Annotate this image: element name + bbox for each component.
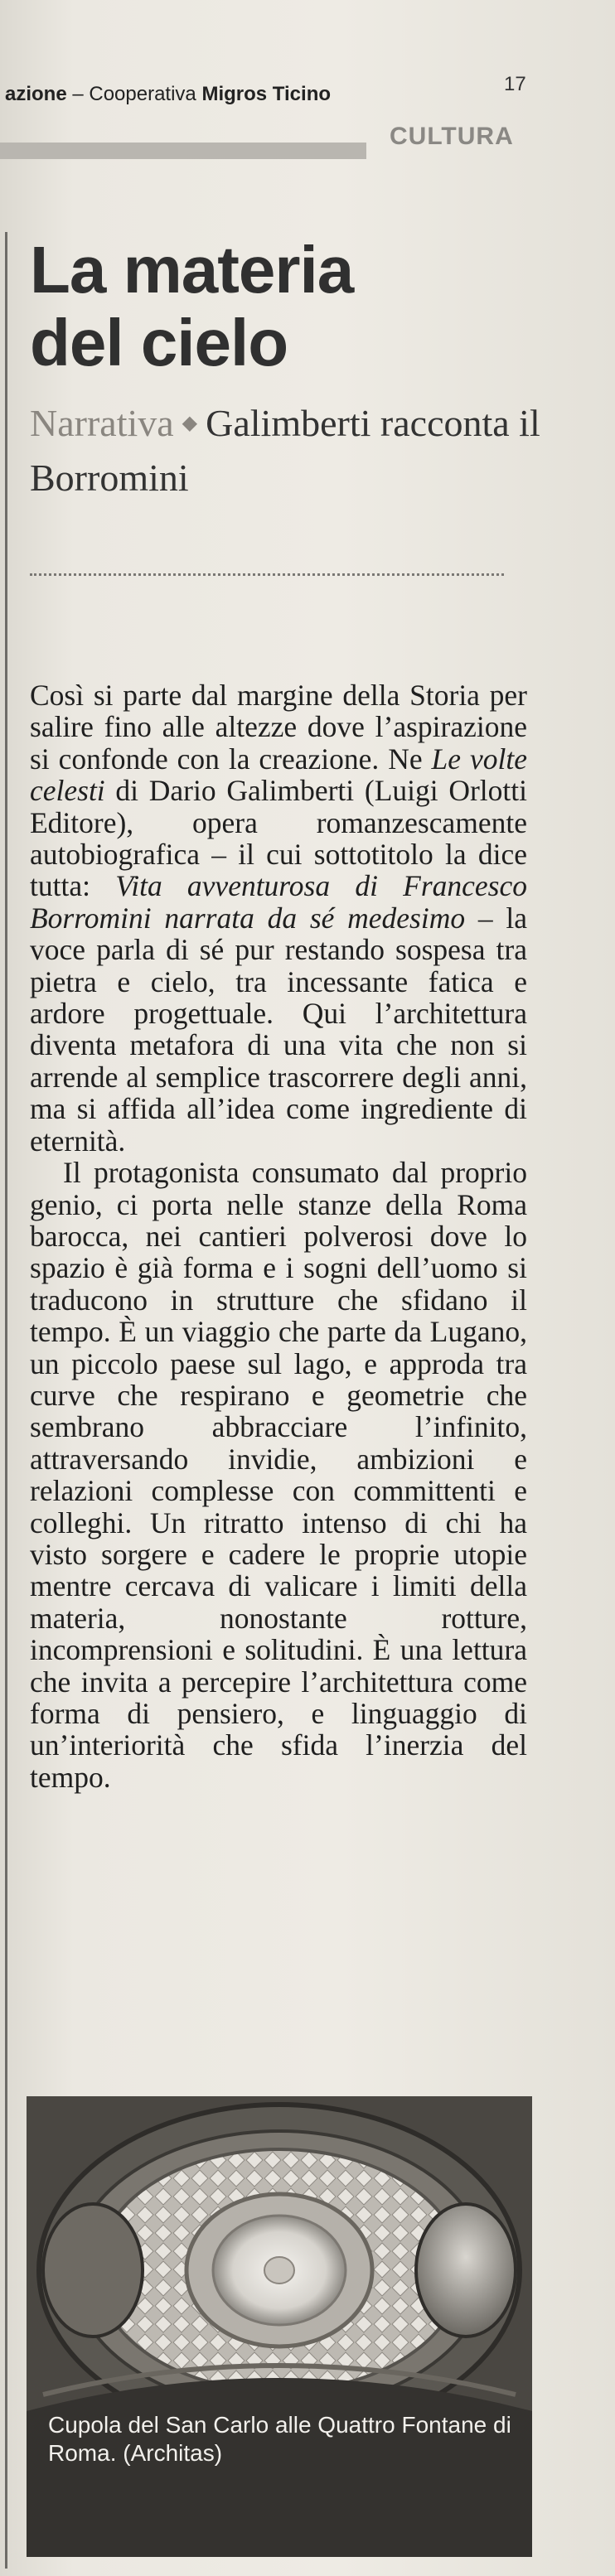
- running-head-separator: – Cooperativa: [66, 83, 202, 105]
- dotted-divider: [30, 573, 504, 576]
- paragraph-2: Il protagonista consumato dal proprio genio, ci porta nelle stanze della Roma barocca, nei cantieri polverosi dove lo spazio è già forma e i sogni dell’uomo si traducono in strutture che sfidano il tempo. È un viaggio che parte da Lugano, un piccolo paese sul lago, e approda tra curve che respirano e geometrie che sembrano abbracciare l’infinito, attraversando invidie, ambizioni e relazioni complesse con committenti e colleghi. Un ritratto intenso di chi ha visto sorgere e cadere le proprie utopie mentre cercava di valicare i limiti della materia, nonostante rotture, incomprensioni e solitudini. È una lettura che invita a percepire l’architettura come forma di pensiero, e linguaggio di un’interiorità che sfida l’inerzia del tempo.: [30, 1156, 527, 1794]
- subtitle-text: Galimberti racconta il Borromini: [30, 402, 540, 499]
- dome-illustration: [27, 2096, 532, 2557]
- paragraph-1: [30, 679, 527, 1157]
- p1-text-a: Così si parte dal margine della Storia per salire fino alle altezze dove l’aspirazione si confonde con la creazione. Ne: [30, 679, 527, 776]
- page-number: 17: [504, 73, 526, 95]
- p1-text-b: di Dario Galimberti (Luigi Orlotti Editore), opera romanzescamente autobiografica – il cui sottotitolo la dice tutta:: [30, 774, 527, 903]
- running-head-brand: Migros Ticino: [201, 83, 332, 105]
- photo-caption: Cupola del San Carlo alle Quattro Fontane di Roma. (Architas): [48, 2412, 511, 2466]
- title-line-1: La materia: [30, 233, 354, 307]
- section-label: CULTURA: [390, 123, 514, 150]
- column-rule: [5, 232, 7, 2569]
- article-subtitle: [30, 396, 544, 505]
- diamond-icon: ◆: [182, 413, 198, 434]
- title-line-2: del cielo: [30, 306, 288, 379]
- running-head: [5, 83, 519, 106]
- running-head-start: azione: [5, 83, 67, 105]
- kicker: Narrativa: [30, 402, 174, 444]
- p1-text-c: – la voce parla di sé pur restando sospesa tra pietra e cielo, tra incessante fatica e ardore progettuale. Qui l’architettura diventa metafora di una vita che non si arrende al semplice trascorrere degli anni, ma si affida all’idea come ingrediente di eternità.: [30, 901, 527, 1158]
- dome-photo: [27, 2096, 532, 2557]
- book-title: Le volte celesti: [30, 742, 527, 808]
- article-title: [30, 234, 560, 379]
- header-bar: [0, 143, 366, 159]
- book-subtitle: Vita avventurosa di Francesco Borromini narrata da sé medesimo: [30, 869, 528, 935]
- article-body: [30, 679, 527, 1793]
